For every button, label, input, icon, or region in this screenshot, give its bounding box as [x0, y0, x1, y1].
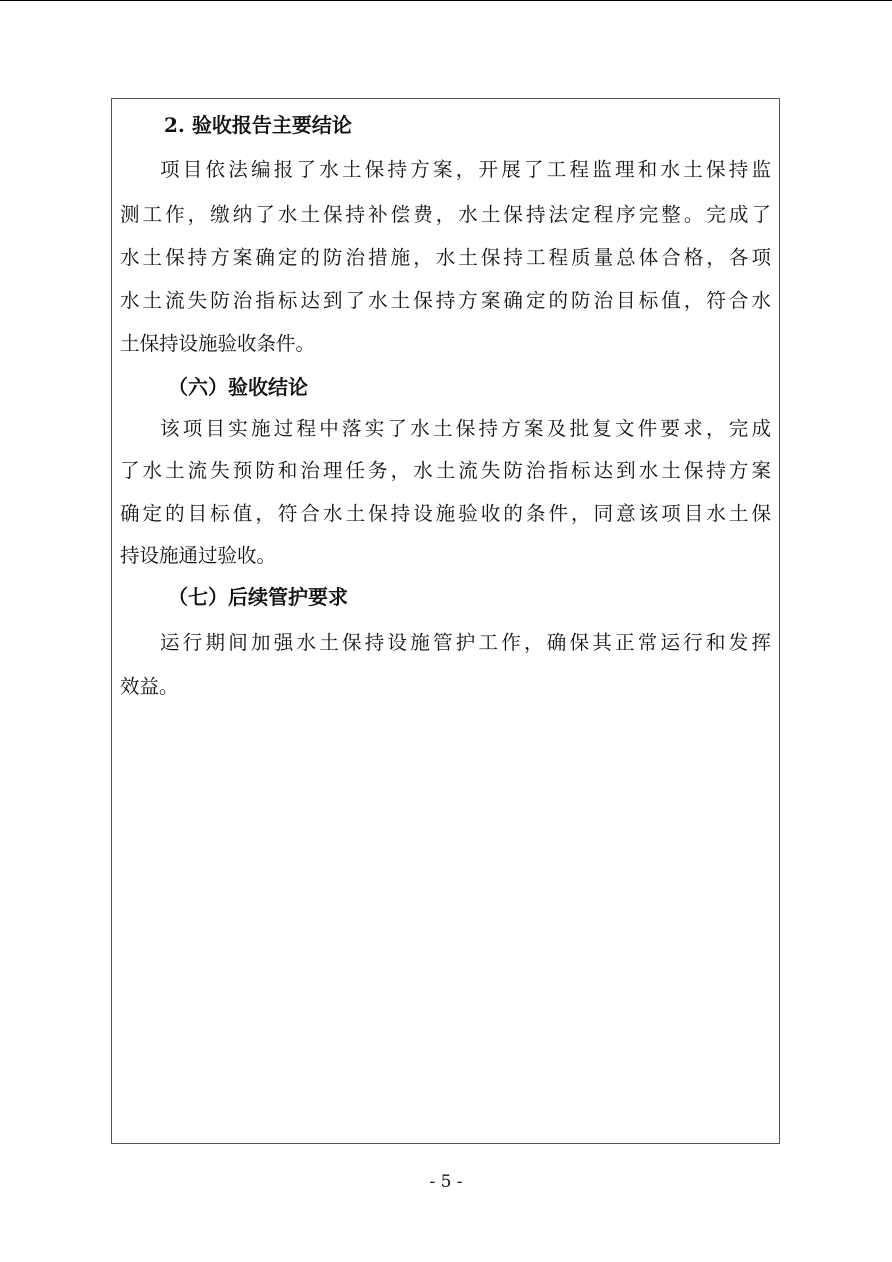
acceptance-line-4: 持设施通过验收。	[120, 544, 277, 567]
acceptance-line-2: 了水土流失预防和治理任务，水土流失防治指标达到水土保持方案	[120, 459, 771, 482]
section-conclusion-title: 2. 验收报告主要结论	[164, 113, 352, 137]
maintenance-line-1: 运行期间加强水土保持设施管护工作，确保其正常运行和发挥	[160, 631, 771, 654]
conclusion-line-1: 项目依法编报了水土保持方案，开展了工程监理和水土保持监	[160, 158, 771, 181]
section-seven-title: （七）后续管护要求	[168, 585, 348, 609]
content-frame	[111, 98, 780, 1144]
conclusion-line-5: 土保持设施验收条件。	[120, 332, 316, 355]
acceptance-line-1: 该项目实施过程中落实了水土保持方案及批复文件要求，完成	[160, 417, 771, 440]
conclusion-line-4: 水土流失防治指标达到了水土保持方案确定的防治目标值，符合水	[120, 289, 771, 312]
section-six-title: （六）验收结论	[168, 375, 308, 399]
maintenance-line-2: 效益。	[120, 675, 179, 698]
conclusion-line-2: 测工作，缴纳了水土保持补偿费，水土保持法定程序完整。完成了	[120, 203, 771, 226]
acceptance-line-3: 确定的目标值，符合水土保持设施验收的条件，同意该项目水土保	[120, 502, 771, 525]
page-number: - 5 -	[429, 1172, 463, 1192]
top-rule	[0, 0, 892, 1]
conclusion-line-3: 水土保持方案确定的防治措施，水土保持工程质量总体合格，各项	[120, 246, 771, 269]
